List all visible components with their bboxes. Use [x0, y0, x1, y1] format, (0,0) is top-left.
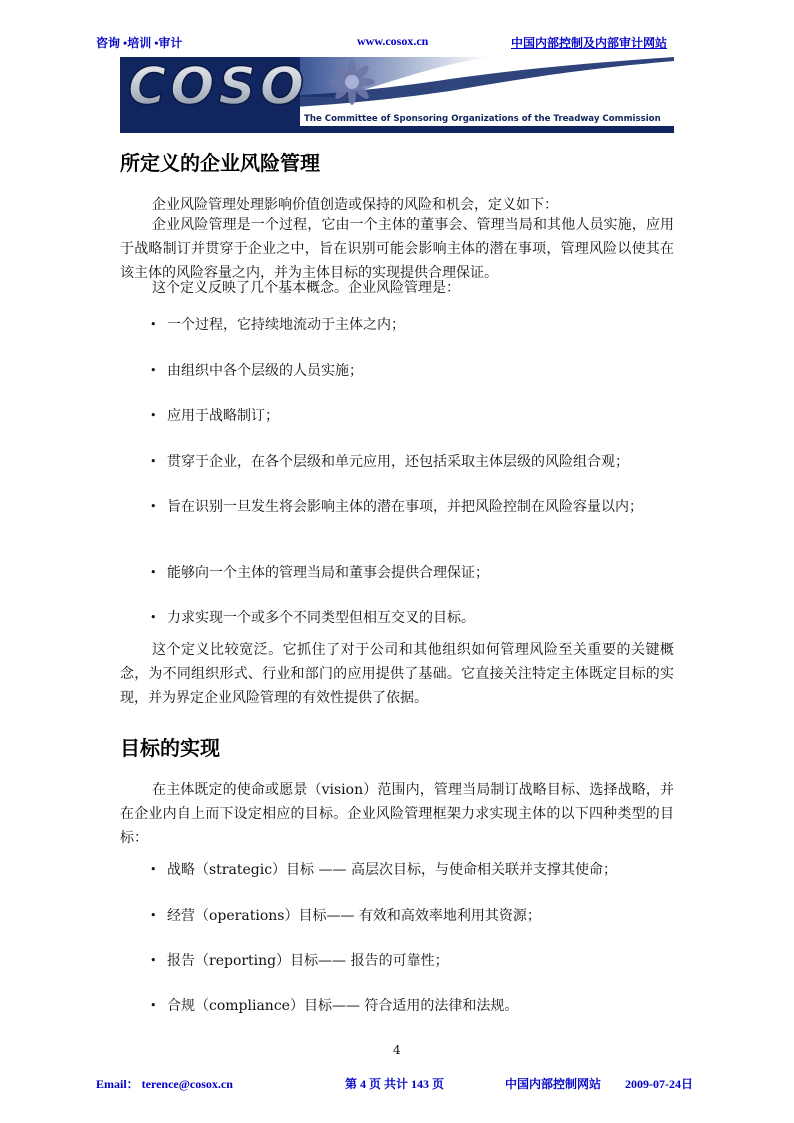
section1-definition: 企业风险管理是一个过程，它由一个主体的董事会、管理当局和其他人员实施，应用于战略制订并贯穿于企业之中，旨在识别可能会影响主体的潜在事项，管理风险以使其在该主体的风险容量之内，并为主体目标的实现提供合理保证。	[120, 217, 674, 281]
bullet-icon: •	[150, 409, 157, 422]
footer-page-count: 第 4 页 共计 143 页	[345, 1077, 445, 1091]
banner-bottom-bar	[120, 126, 674, 133]
section2-intro: 在主体既定的使命或愿景（vision）范围内，管理当局制订战略目标、选择战略，并在企业内自上而下设定相应的目标。企业风险管理框架力求实现主体的以下四种类型的目标：	[120, 782, 674, 846]
bullet-icon: •	[150, 863, 157, 876]
bullet-icon: •	[150, 954, 157, 967]
banner-subtitle: The Committee of Sponsoring Organizations of the Treadway Commission	[304, 114, 661, 124]
bullet-icon: •	[150, 500, 157, 513]
footer-site-name: 中国内部控制网站	[505, 1077, 602, 1091]
header-site-link[interactable]: 中国内部控制及内部审计网站	[511, 36, 668, 50]
section1-lead: 这个定义反映了几个基本概念。企业风险管理是：	[152, 280, 460, 296]
bullet-icon: •	[150, 455, 157, 468]
footer-email[interactable]: Email： terence@cosox.cn	[96, 1077, 233, 1091]
bullet-icon: •	[150, 999, 157, 1012]
section1-closing: 这个定义比较宽泛。它抓住了对于公司和其他组织如何管理风险至关重要的关键概念，为不同组织形式、行业和部门的应用提供了基础。它直接关注特定主体既定目标的实现，并为界定企业风险管理的有效性提供了依据。	[120, 642, 674, 706]
section1-heading: 所定义的企业风险管理	[120, 151, 320, 175]
bullet-icon: •	[150, 364, 157, 377]
bullet-icon: •	[150, 909, 157, 922]
section2-heading: 目标的实现	[120, 736, 220, 760]
starburst-icon	[329, 59, 375, 105]
coso-banner	[120, 57, 674, 133]
header-slogan: 咨询 •培训 •审计	[96, 36, 183, 50]
page-number: 4	[393, 1043, 401, 1057]
bullet-icon: •	[150, 566, 157, 579]
bullet-icon: •	[150, 318, 157, 331]
coso-logo-text: COSO	[128, 57, 309, 117]
section1-intro: 企业风险管理处理影响价值创造或保持的风险和机会，定义如下：	[152, 197, 558, 213]
header-url-link[interactable]: www.cosox.cn	[357, 34, 429, 48]
footer-date: 2009-07-24日	[625, 1077, 693, 1091]
bullet-icon: •	[150, 611, 157, 624]
